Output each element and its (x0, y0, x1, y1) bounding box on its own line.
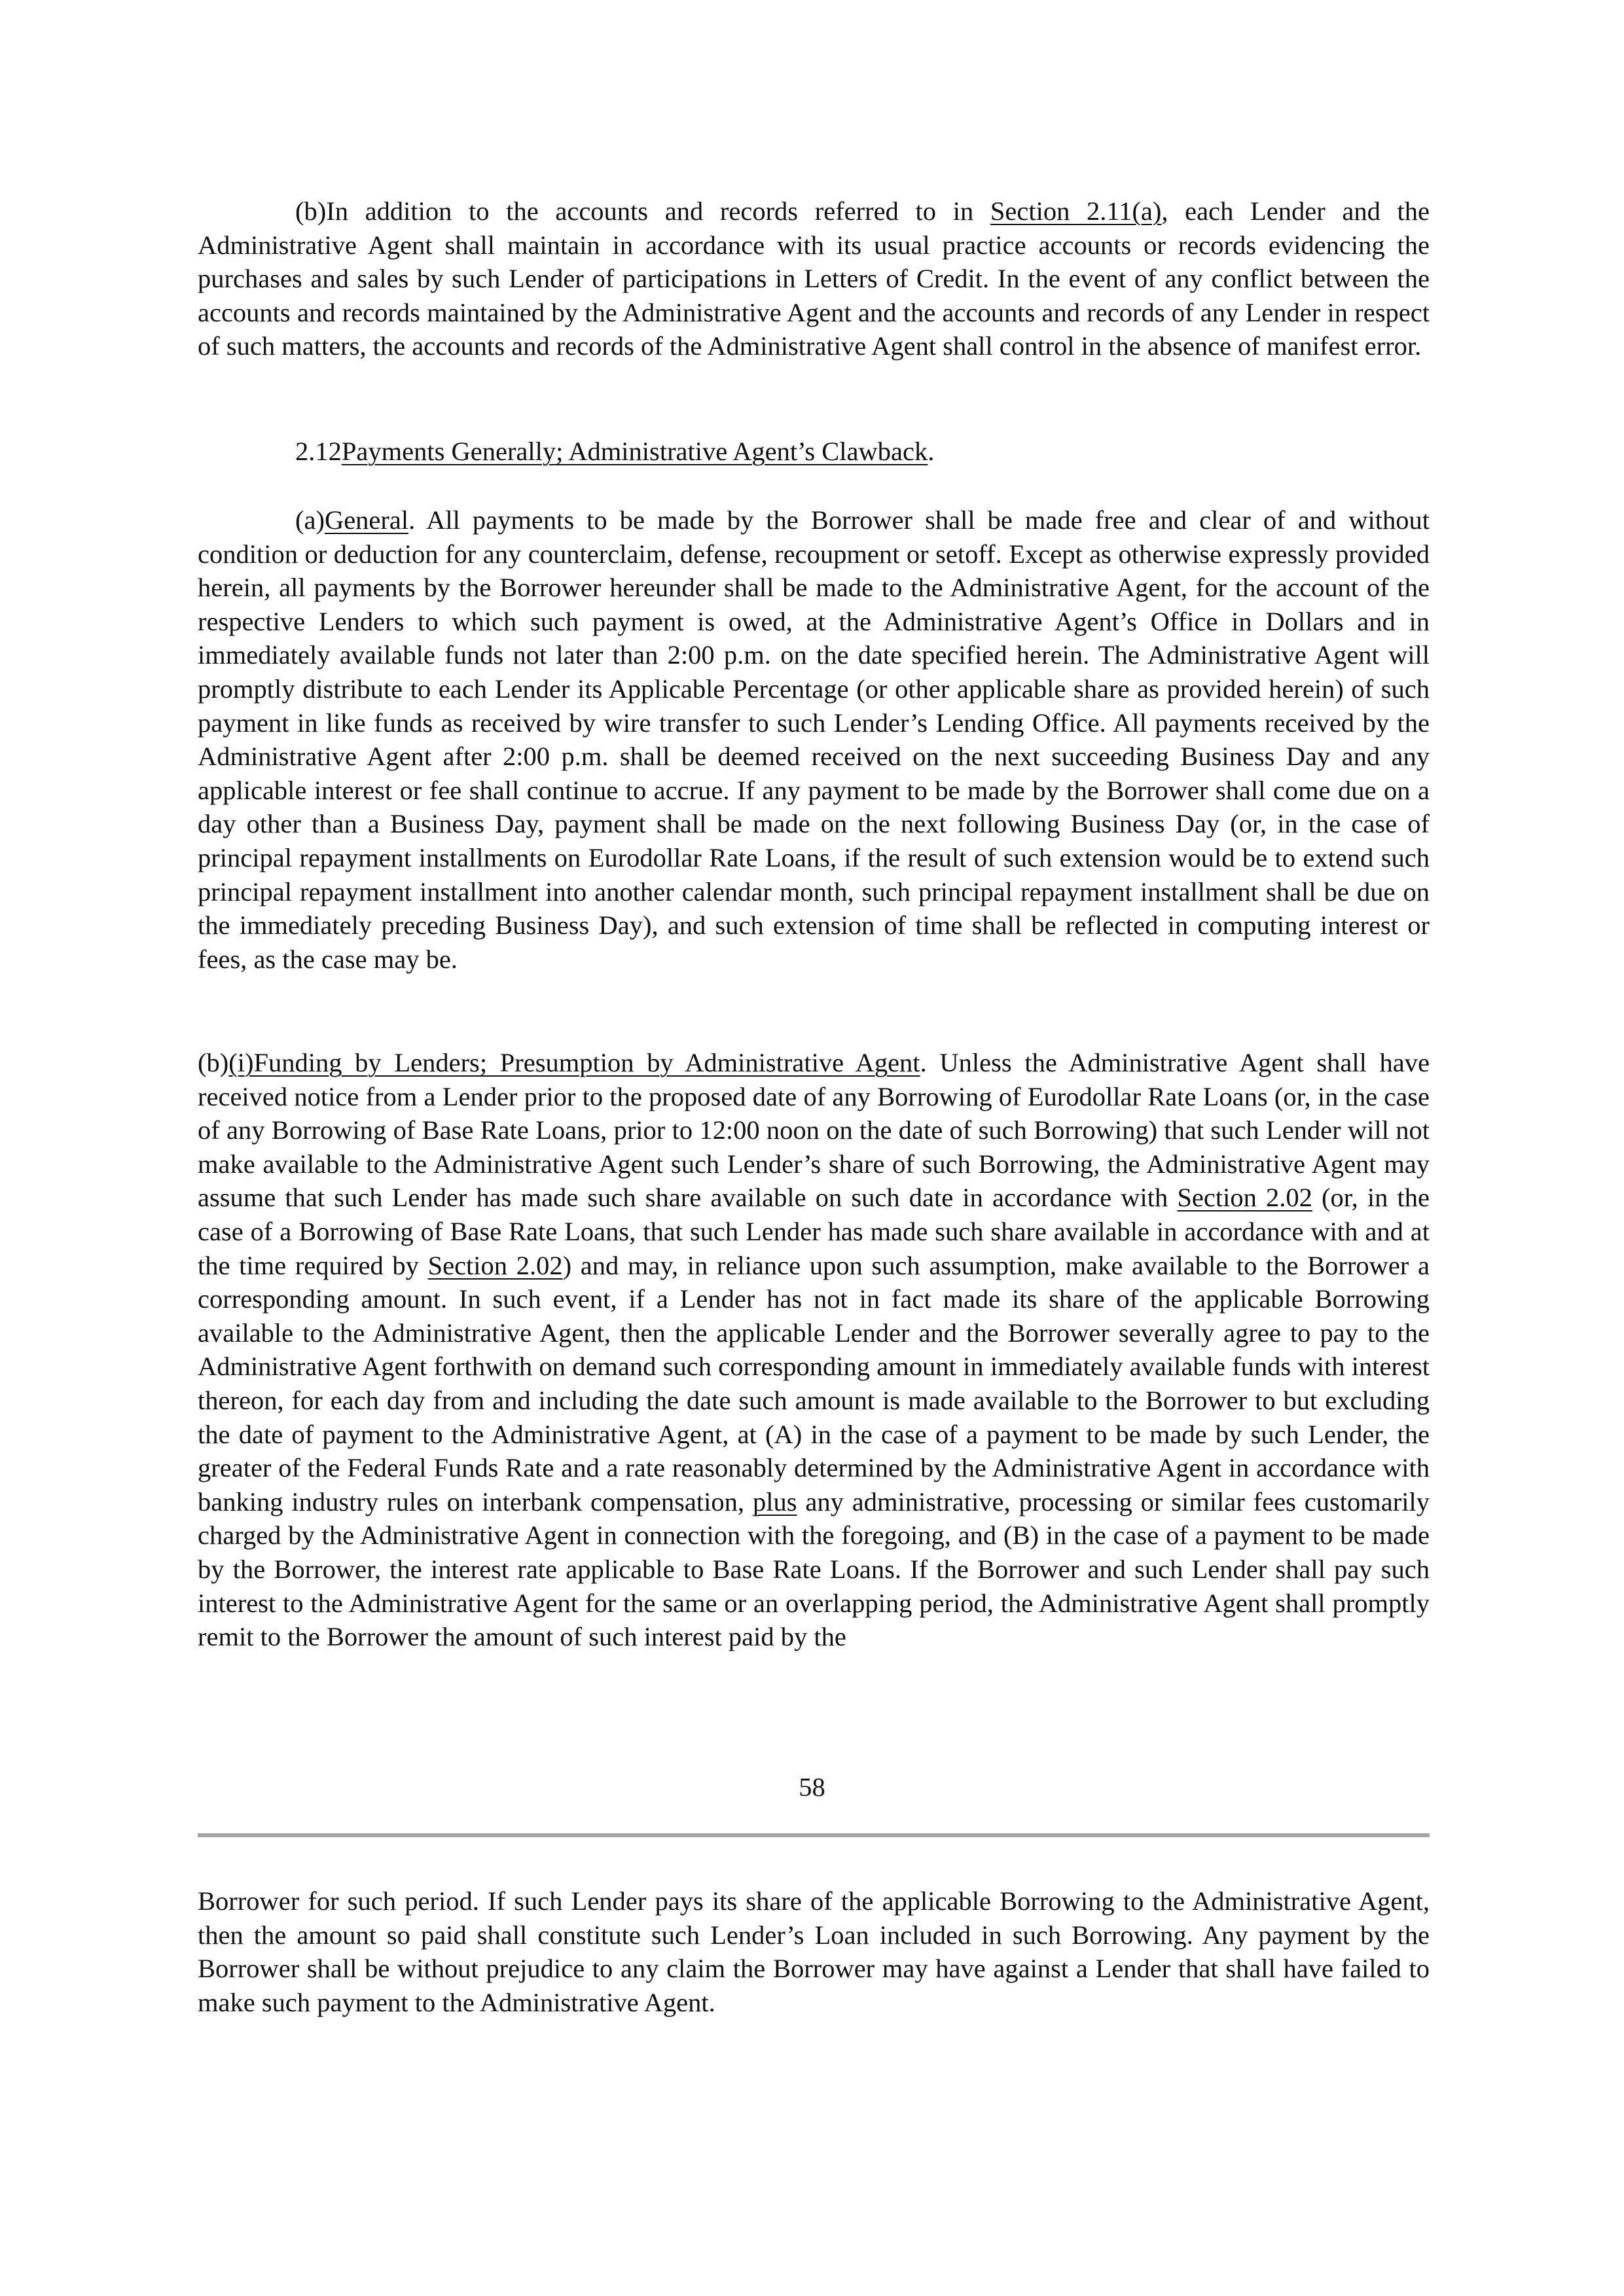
page-divider (198, 1833, 1430, 1837)
page-number: 58 (799, 1772, 825, 1802)
paragraph-continued: Borrower for such period. If such Lender pays its share of the applicable Borrowing to the Administrative Agent, then the amount so paid shall constitute such Lender’s Loan included in such Borrowing. Any payment by the Borrower shall be without prejudice to any claim the Borrower may have against a Lender that shall have failed to make such payment to the Administrative Agent. (198, 1886, 1430, 2017)
section-number: 2.12 (295, 437, 342, 466)
paragraph-a-general (198, 503, 1430, 976)
paragraph-text-2: (or, in the case of a Borrowing of Base Rate Loans, that such Lender has made such share available in accordance with and at the time required by (198, 1183, 1430, 1280)
paragraph-text: , each Lender and the Administrative Agent shall maintain in accordance with its usual practice accounts or records evidencing the purchases and sales by such Lender of participations in Letters of Credit. In the event of any conflict between the accounts and records maintained by the Administrative Agent and the accounts and records of any Lender in respect of such matters, the accounts and records of the Administrative Agent shall control in the absence of manifest error. (198, 196, 1430, 361)
section-title: Payments Generally; Administrative Agent’s Clawback (341, 437, 928, 466)
paragraph-text-3: ) and may, in reliance upon such assumption, make available to the Borrower a corresponding amount. In such event, if a Lender has not in fact made its share of the applicable Borrowing available to the Administrative Agent, then the applicable Lender and the Borrower severally agree to pay to the Administrative Agent forthwith on demand such corresponding amount in immediately available funds with interest thereon, for each day from and including the date such amount is made available to the Borrower to but excluding the date of payment to the Administrative Agent, at (A) in the case of a payment to be made by such Lender, the greater of the Federal Funds Rate and a rate reasonably determined by the Administrative Agent in accordance with banking industry rules on interbank compensation, (198, 1250, 1430, 1516)
section-reference-link[interactable]: Section 2.02 (427, 1250, 563, 1280)
paragraph-text: . All payments to be made by the Borrower shall be made free and clear of and without condition or deduction for any counterclaim, defense, recoupment or setoff. Except as otherwise expressly provided herein, all payments by the Borrower hereunder shall be made to the Administrative Agent, for the account of the respective Lenders to which such payment is owed, at the Administrative Agent’s Office in Dollars and in immediately available funds not later than 2:00 p.m. on the date specified herein. The Administrative Agent will promptly distribute to each Lender its Applicable Percentage (or other applicable share as provided herein) of such payment in like funds as received by wire transfer to such Lender’s Lending Office. All payments received by the Administrative Agent after 2:00 p.m. shall be deemed received on the next succeeding Business Day and any applicable interest or fee shall continue to accrue. If any payment to be made by the Borrower shall come due on a day other than a Business Day, payment shall be made on the next following Business Day (or, in the case of principal repayment installments on Eurodollar Rate Loans, if the result of such extension would be to extend such principal repayment installment into another calendar month, such principal repayment installment shall be due on the immediately preceding Business Day), and such extension of time shall be reflected in computing interest or fees, as the case may be. (198, 505, 1430, 974)
paragraph-title: General (324, 505, 409, 535)
paragraph-text-1: . Unless the Administrative Agent shall have received notice from a Lender prior to the proposed date of any Borrowing of Eurodollar Rate Loans (or, in the case of any Borrowing of Base Rate Loans, prior to 12:00 noon on the date of such Borrowing) that such Lender will not make available to the Administrative Agent such Lender’s share of such Borrowing, the Administrative Agent may assume that such Lender has made such share available on such date in accordance with (198, 1048, 1430, 1213)
paragraph-title: (i)Funding by Lenders; Presumption by Administrative Agent (228, 1048, 920, 1077)
paragraph-b-funding (198, 1046, 1430, 1654)
paragraph-prefix: (b)In addition to the accounts and records referred to in (295, 196, 990, 226)
paragraph-prefix: (a) (295, 505, 325, 535)
section-reference-link[interactable]: Section 2.02 (1177, 1183, 1312, 1213)
section-reference-link[interactable]: Section 2.11(a) (990, 196, 1162, 226)
paragraph-prefix: (b) (198, 1048, 229, 1077)
plus-term: plus (752, 1486, 797, 1516)
paragraph-text-4: any administrative, processing or similar fees customarily charged by the Administrative Agent in connection with the foregoing, and (B) in the case of a payment to be made by the Borrower, the interest rate applicable to Base Rate Loans. If the Borrower and such Lender shall pay such interest to the Administrative Agent for the same or an overlapping period, the Administrative Agent shall promptly remit to the Borrower the amount of such interest paid by the (198, 1486, 1430, 1652)
section-title-period: . (928, 437, 935, 466)
section-heading-2-12 (198, 435, 1430, 469)
paragraph-b-records (198, 194, 1430, 363)
